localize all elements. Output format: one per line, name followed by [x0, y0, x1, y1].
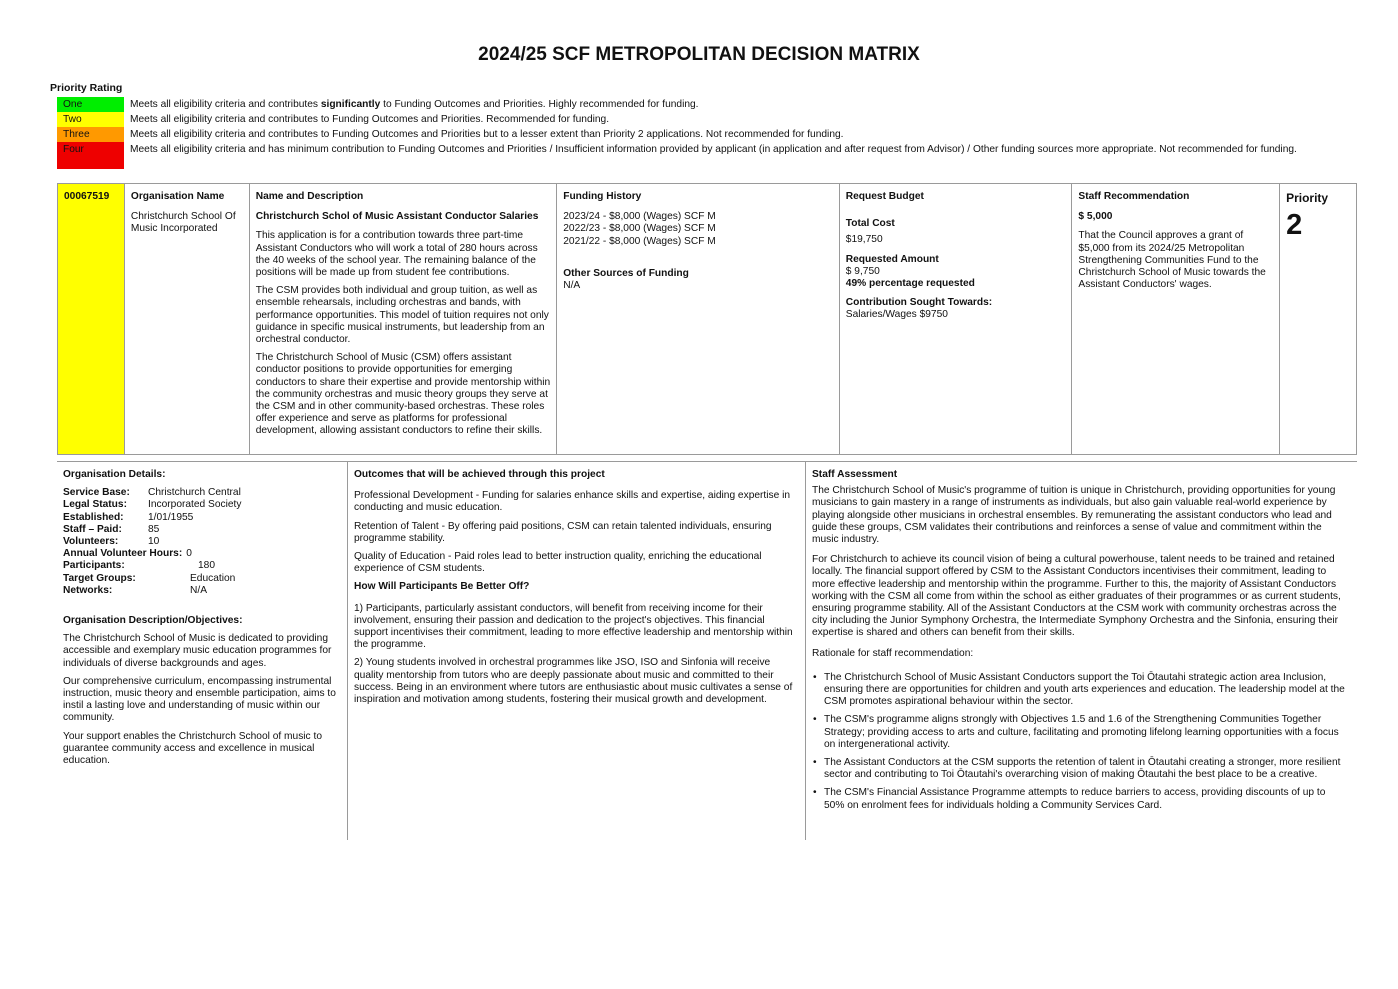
organisation-name-cell — [125, 184, 250, 454]
detail-key: Participants: — [63, 560, 125, 572]
request-budget-cell — [840, 184, 1073, 454]
priority-desc-two: Meets all eligibility criteria and contributes to Funding Outcomes and Priorities. Recommended for funding. — [130, 114, 610, 125]
detail-value: 85 — [148, 523, 160, 535]
rationale-bullet: • The CSM's programme aligns strongly with Objectives 1.5 and 1.6 of the Strengthening Communities Together Strategy; providing access to arts and culture, facilitating and promoting lifelong learning opportunities with a focus on intergenerational activity. — [812, 714, 1348, 751]
detail-key: Service Base: — [63, 487, 130, 499]
priority-row-three — [57, 127, 1307, 142]
better-off-header: How Will Participants Be Better Off? — [354, 581, 530, 593]
detail-row — [63, 487, 341, 499]
detail-value: Christchurch Central — [148, 487, 241, 499]
name-description-cell — [250, 184, 558, 454]
priority-rating-heading: Priority Rating — [50, 82, 123, 94]
other-sources-value: N/A — [563, 280, 581, 292]
detail-row — [63, 585, 341, 597]
organisation-description-paragraph: Our comprehensive curriculum, encompassing instrumental instruction, music theory and ensemble participation, aims to instil a lasting love and understanding of music within our community. — [63, 675, 336, 724]
priority-rating-legend — [57, 97, 1307, 169]
description-paragraph: The Christchurch School of Music (CSM) offers assistant conductor positions to provide opportunities for emerging conductors to share their expertise and provide mentorship within the community orchestras and music theory groups they serve at the CSM and in other community-based orchestras. These roles offer experience and serve as platforms for professional development, allowing assistant conductors to refine their skills. — [255, 352, 551, 437]
staff-assessment-paragraph: The Christchurch School of Music's programme of tuition is unique in Christchurch, providing opportunities for young musicians to gain mastery in a range of instruments as individuals, but also gain valuable real-world experience by playing alongside other musicians in orchestral ensembles. By remunerating the assistant conductors who lead and guide these groups, CSM validates their contributions and reinforces a sense of value and commitment within the music industry. — [812, 485, 1336, 546]
requested-amount-value: $ 9,750 — [845, 265, 880, 277]
detail-row — [63, 573, 341, 585]
organisation-name: Christchurch School Of Music Incorporated — [130, 211, 236, 235]
total-cost-value: $19,750 — [845, 234, 883, 246]
staff-recommendation-amount: $ 5,000 — [1078, 211, 1113, 223]
priority-row-four — [57, 142, 1307, 169]
detail-row — [63, 536, 341, 548]
detail-value: 180 — [198, 560, 215, 572]
application-id-cell — [58, 184, 125, 454]
priority-desc-one-bold: significantly — [320, 99, 381, 110]
staff-recommendation-text: That the Council approves a grant of $5,000 from its 2024/25 Metropolitan Strengthening Communities Fund to the Christchurch School of Music towards the Assistant Conductors' wages. — [1078, 230, 1266, 291]
funding-history-item: 2022/23 - $8,000 (Wages) SCF M — [563, 223, 716, 235]
description-paragraph: The CSM provides both individual and group tuition, as well as ensemble rehearsals, including orchestras and bands, with performance opportunities. This model of tuition requires not only guidance in specific musical instruments, but leadership from an orchestral conductor. — [255, 285, 549, 346]
detail-value: 1/01/1955 — [148, 511, 194, 523]
organisation-name-header: Organisation Name — [130, 191, 225, 202]
better-off-item: 1) Participants, particularly assistant conductors, will benefit from receiving income for their involvement, ensuring their passion and dedication to the project's objectives. This financial support incentivises their commitment, leading to more effective leadership and mentorship within the programme. — [354, 602, 793, 651]
detail-row — [63, 512, 341, 524]
detail-value: 10 — [148, 536, 160, 548]
percentage-requested: 49% percentage requested — [845, 278, 975, 290]
priority-cell — [1280, 184, 1356, 454]
detail-key: Legal Status: — [63, 499, 127, 511]
detail-key: Target Groups: — [63, 572, 136, 584]
staff-assessment-paragraph: For Christchurch to achieve its council vision of being a cultural powerhouse, talent needs to be trained and retained locally. The financial support offered by CSM to the Assistant Conductors incentivises their commitment, leading to more effective leadership and mentorship within the programme. Further to this, the majority of Assistant Conductors working with the CSM all come from within the school as either graduates of their programmes or as current students, ensuring programme stability. All of the Assistant Conductors at the CSM work with community orchestras across the city including the Junior Symphony Orchestra, the Intermediate Symphony Orchestra and the Sinfonia, ensuring their expertise is shared and others can benefit from their skills. — [812, 554, 1341, 639]
better-off-item: 2) Young students involved in orchestral programmes like JSO, ISO and Sinfonia will receive quality mentorship from tutors who are deeply passionate about music and committed to their success. Being in an environment where tutors are enthusiastic about music cultivates a sense of inspiration and motivation among students, fostering their musical growth and development. — [354, 657, 793, 706]
funding-history-item: 2023/24 - $8,000 (Wages) SCF M — [563, 211, 716, 223]
staff-assessment-header: Staff Assessment — [812, 469, 898, 480]
staff-assessment-panel — [806, 462, 1354, 840]
staff-recommendation-header: Staff Recommendation — [1078, 191, 1190, 202]
outcomes-header: Outcomes that will be achieved through this project — [354, 469, 605, 480]
priority-row-two — [57, 112, 1307, 127]
funding-history-item: 2021/22 - $8,000 (Wages) SCF M — [563, 235, 716, 247]
rationale-bullet: • The CSM's Financial Assistance Programme attempts to reduce barriers to access, providing discounts of up to 50% on enrolment fees for individuals holding a Community Services Card. — [812, 787, 1348, 811]
staff-assessment-paragraph: Rationale for staff recommendation: — [812, 647, 974, 659]
organisation-description-header: Organisation Description/Objectives: — [63, 615, 243, 627]
outcome-item: Quality of Education - Paid roles lead to better instruction quality, enriching the educational experience of CSM students. — [354, 551, 762, 575]
priority-swatch-two: Two — [57, 112, 124, 127]
detail-value: Education — [190, 572, 236, 584]
detail-row — [63, 524, 341, 536]
organisation-description-paragraph: Your support enables the Christchurch School of music to guarantee community access and excellence in musical education. — [63, 730, 322, 767]
detail-key: Established: — [63, 511, 124, 523]
outcome-item: Professional Development - Funding for salaries enhance skills and expertise, aiding expertise in conducting and music education. — [354, 490, 791, 514]
detail-row — [63, 499, 341, 511]
priority-desc-four: Meets all eligibility criteria and has minimum contribution to Funding Outcomes and Priorities / Insufficient information provided by applicant (in application and after request from Advisor) / Other funding sources more appropriate. Not recommended for funding. — [130, 144, 1297, 155]
application-summary-row — [57, 183, 1357, 455]
requested-amount-label: Requested Amount — [845, 253, 939, 265]
organisation-details-header: Organisation Details: — [63, 469, 166, 480]
funding-history-cell — [557, 184, 840, 454]
contribution-value: Salaries/Wages $9750 — [845, 309, 948, 321]
priority-desc-one-text-after: to Funding Outcomes and Priorities. Highly recommended for funding. — [380, 99, 699, 110]
page-title: 2024/25 SCF METROPOLITAN DECISION MATRIX — [478, 44, 920, 65]
organisation-description-paragraph: The Christchurch School of Music is dedicated to providing accessible and exemplary music education programmes for individuals of diverse backgrounds and ages. — [63, 633, 332, 669]
other-sources-header: Other Sources of Funding — [563, 267, 689, 279]
priority-swatch-one: One — [57, 97, 124, 112]
detail-value: Incorporated Society — [148, 499, 242, 511]
detail-value: N/A — [190, 584, 207, 596]
rationale-bullet: • The Christchurch School of Music Assistant Conductors support the Toi Ōtautahi strategic action area Inclusion, ensuring there are opportunities for children and youth arts experiences and education. The leadership model at the CSM promotes aspirational behaviour within the sector. — [812, 672, 1348, 709]
description-paragraph: This application is for a contribution towards three part-time Assistant Conductors who will work a total of 280 hours across the 40 weeks of the school year. The remaining balance of the positions will be made up from student fee contributions. — [255, 230, 538, 279]
rationale-list — [812, 672, 1348, 812]
rationale-bullet: • The Assistant Conductors at the CSM supports the retention of talent in Ōtautahi creating a stronger, more resilient sector and contributing to Toi Ōtautahi's overarching vision of making Ōtautahi the best place to be a creative. — [812, 757, 1348, 781]
contribution-label: Contribution Sought Towards: — [845, 297, 993, 309]
detail-key: Networks: — [63, 584, 113, 596]
detail-key: Staff – Paid: — [63, 523, 122, 535]
priority-row-one — [57, 97, 1307, 112]
priority-header: Priority — [1286, 191, 1329, 205]
priority-desc-one — [130, 97, 1307, 111]
priority-swatch-three: Three — [57, 127, 124, 142]
detail-value: 0 — [186, 548, 192, 560]
detail-key: Volunteers: — [63, 536, 119, 548]
outcomes-panel — [348, 462, 806, 840]
staff-recommendation-cell — [1072, 184, 1280, 454]
organisation-details-panel — [57, 462, 348, 840]
priority-desc-one-text: Meets all eligibility criteria and contributes — [130, 99, 321, 110]
request-budget-header: Request Budget — [845, 191, 924, 202]
application-id: 00067519 — [64, 191, 110, 202]
project-title: Christchurch Schol of Music Assistant Conductor Salaries — [255, 211, 539, 223]
detail-row — [63, 560, 341, 572]
detail-row — [63, 548, 341, 560]
total-cost-label: Total Cost — [845, 218, 895, 230]
priority-desc-three: Meets all eligibility criteria and contributes to Funding Outcomes and Priorities but to a lesser extent than Priority 2 applications. Not recommended for funding. — [130, 129, 844, 140]
priority-value: 2 — [1286, 209, 1303, 241]
name-description-header: Name and Description — [255, 191, 364, 202]
detail-key: Annual Volunteer Hours: — [63, 548, 183, 560]
priority-swatch-four: Four — [57, 142, 124, 169]
funding-history-header: Funding History — [563, 191, 642, 202]
outcome-item: Retention of Talent - By offering paid positions, CSM can retain talented individuals, ensuring programme stability. — [354, 520, 772, 544]
